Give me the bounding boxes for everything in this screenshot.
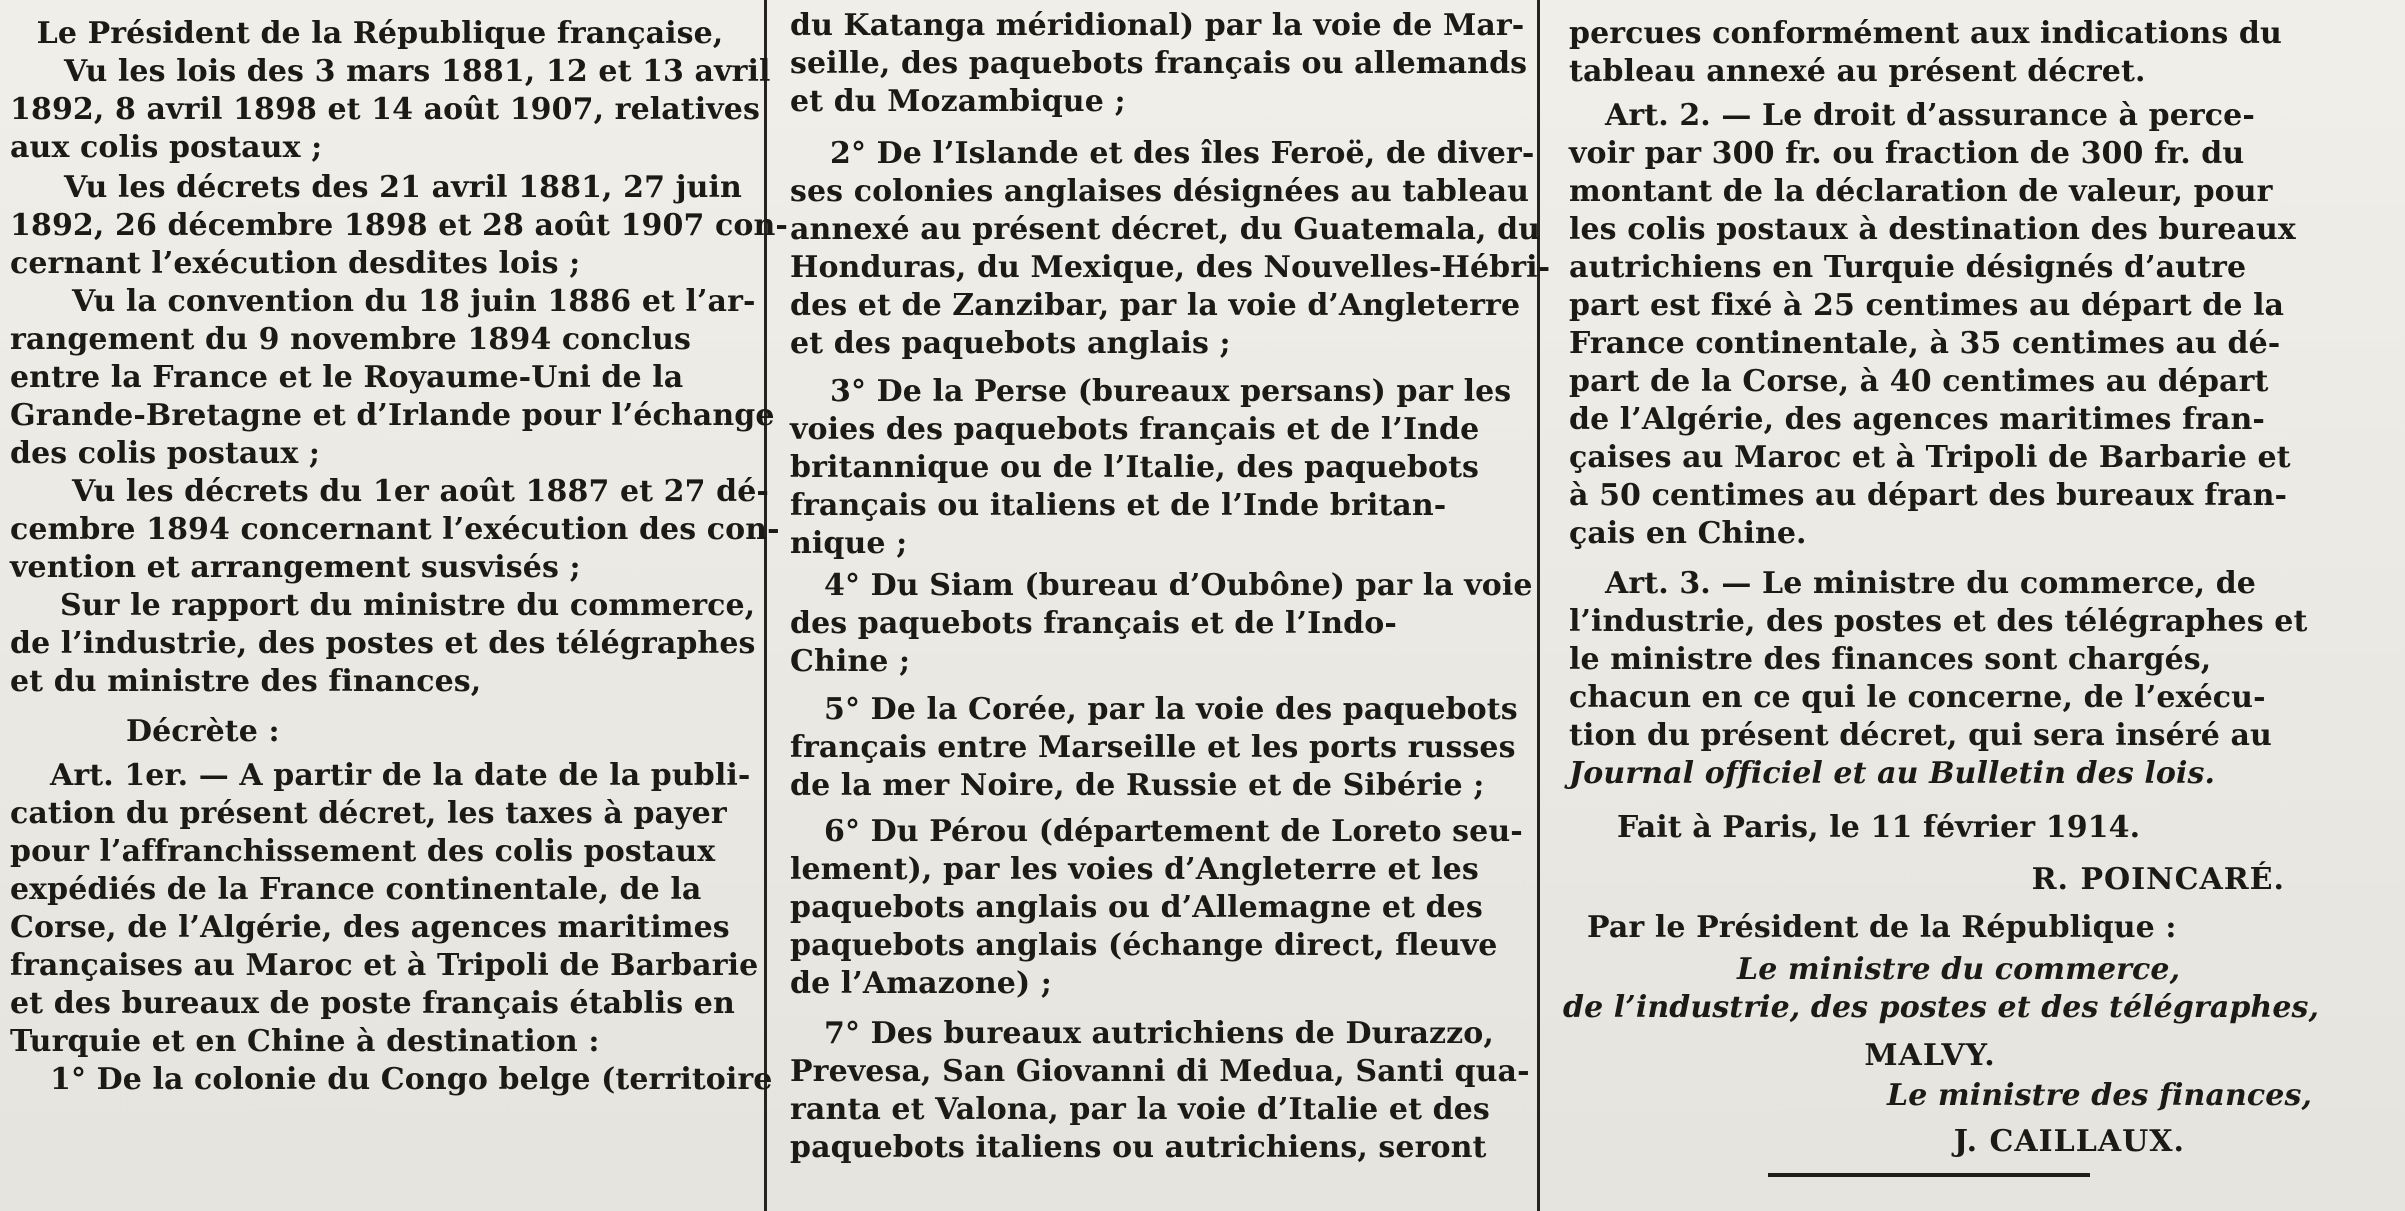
text-line: Journal officiel et au Bulletin des lois.: [1569, 756, 2215, 791]
text-line: français entre Marseille et les ports russes: [790, 730, 1516, 765]
text-line: Le Président de la République française,: [36, 16, 724, 51]
text-line: tion du présent décret, qui sera inséré au: [1569, 718, 2272, 753]
text-line: britannique ou de l’Italie, des paquebots: [790, 450, 1480, 485]
text-line: 1892, 26 décembre 1898 et 28 août 1907 con-: [10, 208, 788, 243]
text-line: Fait à Paris, le 11 février 1914.: [1617, 810, 2141, 845]
text-line: Honduras, du Mexique, des Nouvelles-Hébri-: [790, 250, 1551, 285]
text-line: du Katanga méridional) par la voie de Mar-: [790, 8, 1525, 43]
text-line: l’industrie, des postes et des télégraphes et: [1569, 604, 2308, 639]
text-line: Chine ;: [790, 644, 911, 679]
text-line: Par le Président de la République :: [1587, 910, 2177, 945]
text-line: Vu les décrets du 1er août 1887 et 27 dé-: [72, 474, 769, 509]
text-line: Art. 1er. — A partir de la date de la publi-: [50, 758, 751, 793]
text-line: les colis postaux à destination des bureaux: [1569, 212, 2296, 247]
text-line: Sur le rapport du ministre du commerce,: [60, 588, 756, 623]
signature-caillaux: J. CAILLAUX.: [1953, 1124, 2185, 1159]
text-line: çais en Chine.: [1569, 516, 1807, 551]
text-line: et du Mozambique ;: [790, 84, 1126, 119]
text-line: Le ministre des finances,: [1887, 1078, 2313, 1113]
signature-poincare: R. POINCARÉ.: [2031, 862, 2285, 897]
text-line: pour l’affranchissement des colis postaux: [10, 834, 716, 869]
text-line: Décrète :: [126, 714, 280, 749]
text-line: part est fixé à 25 centimes au départ de la: [1569, 288, 2285, 323]
text-line: ses colonies anglaises désignées au tableau: [790, 174, 1530, 209]
text-line: rangement du 9 novembre 1894 conclus: [10, 322, 692, 357]
text-column-3: [1545, 0, 2320, 1211]
text-line: le ministre des finances sont chargés,: [1569, 642, 2212, 677]
text-line: lement), par les voies d’Angleterre et les: [790, 852, 1479, 887]
text-line: Vu la convention du 18 juin 1886 et l’ar-: [72, 284, 756, 319]
text-line: Corse, de l’Algérie, des agences maritimes: [10, 910, 730, 945]
text-line: à 50 centimes au départ des bureaux fran-: [1569, 478, 2288, 513]
text-line: de l’Algérie, des agences maritimes fran-: [1569, 402, 2265, 437]
text-line: France continentale, à 35 centimes au dé-: [1569, 326, 2281, 361]
text-line: français ou italiens et de l’Inde britan-: [790, 488, 1447, 523]
text-line: nique ;: [790, 526, 908, 561]
text-line: percues conformément aux indications du: [1569, 16, 2282, 51]
text-line: 6° Du Pérou (département de Loreto seu-: [824, 814, 1523, 849]
text-line: Art. 3. — Le ministre du commerce, de: [1605, 566, 2256, 601]
text-line: 1892, 8 avril 1898 et 14 août 1907, relatives: [10, 92, 760, 127]
text-line: paquebots anglais ou d’Allemagne et des: [790, 890, 1483, 925]
text-line: expédiés de la France continentale, de la: [10, 872, 702, 907]
column-rule-1: [764, 0, 767, 1211]
text-line: Vu les lois des 3 mars 1881, 12 et 13 avril: [64, 54, 771, 89]
text-line: et du ministre des finances,: [10, 664, 482, 699]
text-line: 2° De l’Islande et des îles Feroë, de diver-: [830, 136, 1535, 171]
text-line: annexé au présent décret, du Guatemala, du: [790, 212, 1541, 247]
text-line: Art. 2. — Le droit d’assurance à perce-: [1605, 98, 2255, 133]
text-line: de l’Amazone) ;: [790, 966, 1052, 1001]
text-line: 5° De la Corée, par la voie des paquebots: [824, 692, 1518, 727]
text-line: çaises au Maroc et à Tripoli de Barbarie et: [1569, 440, 2291, 475]
text-line: cation du présent décret, les taxes à payer: [10, 796, 727, 831]
text-line: Prevesa, San Giovanni di Medua, Santi qua-: [790, 1054, 1530, 1089]
text-column-2: [772, 0, 1551, 1211]
text-line: cernant l’exécution desdites lois ;: [10, 246, 581, 281]
text-line: des et de Zanzibar, par la voie d’Angleterre: [790, 288, 1521, 323]
text-line: tableau annexé au présent décret.: [1569, 54, 2146, 89]
text-column-1: [0, 0, 788, 1211]
text-line: paquebots anglais (échange direct, fleuve: [790, 928, 1498, 963]
text-line: autrichiens en Turquie désignés d’autre: [1569, 250, 2247, 285]
text-line: Vu les décrets des 21 avril 1881, 27 juin: [64, 170, 742, 205]
text-line: part de la Corse, à 40 centimes au départ: [1569, 364, 2269, 399]
text-line: ranta et Valona, par la voie d’Italie et des: [790, 1092, 1490, 1127]
text-line: cembre 1894 concernant l’exécution des con-: [10, 512, 780, 547]
text-line: des paquebots français et de l’Indo-: [790, 606, 1397, 641]
column-rule-2: [1537, 0, 1540, 1211]
text-line: aux colis postaux ;: [10, 130, 323, 165]
text-line: voies des paquebots français et de l’Inde: [790, 412, 1480, 447]
text-line: montant de la déclaration de valeur, pour: [1569, 174, 2273, 209]
text-line: de la mer Noire, de Russie et de Sibérie ;: [790, 768, 1485, 803]
text-line: 4° Du Siam (bureau d’Oubône) par la voie: [824, 568, 1533, 603]
text-line: paquebots italiens ou autrichiens, seront: [790, 1130, 1487, 1165]
bottom-signature-rule: [1768, 1173, 2090, 1177]
text-line: 1° De la colonie du Congo belge (territoire: [50, 1062, 773, 1097]
text-line: françaises au Maroc et à Tripoli de Barbarie: [10, 948, 759, 983]
text-line: voir par 300 fr. ou fraction de 300 fr. du: [1569, 136, 2245, 171]
text-line: et des bureaux de poste français établis en: [10, 986, 735, 1021]
text-line: Grande-Bretagne et d’Irlande pour l’échange: [10, 398, 775, 433]
text-line: seille, des paquebots français ou allemands: [790, 46, 1528, 81]
text-line: entre la France et le Royaume-Uni de la: [10, 360, 684, 395]
text-line: de l’industrie, des postes et des télégraphes: [10, 626, 756, 661]
text-line: de l’industrie, des postes et des télégraphes,: [1563, 990, 2320, 1025]
text-line: vention et arrangement susvisés ;: [10, 550, 581, 585]
text-line: 3° De la Perse (bureaux persans) par les: [830, 374, 1512, 409]
signature-malvy: MALVY.: [1864, 1038, 1996, 1073]
text-line: 7° Des bureaux autrichiens de Durazzo,: [824, 1016, 1494, 1051]
text-line: des colis postaux ;: [10, 436, 321, 471]
text-line: et des paquebots anglais ;: [790, 326, 1231, 361]
text-line: Le ministre du commerce,: [1737, 952, 2181, 987]
text-line: chacun en ce qui le concerne, de l’exécu-: [1569, 680, 2266, 715]
text-line: Turquie et en Chine à destination :: [10, 1024, 600, 1059]
